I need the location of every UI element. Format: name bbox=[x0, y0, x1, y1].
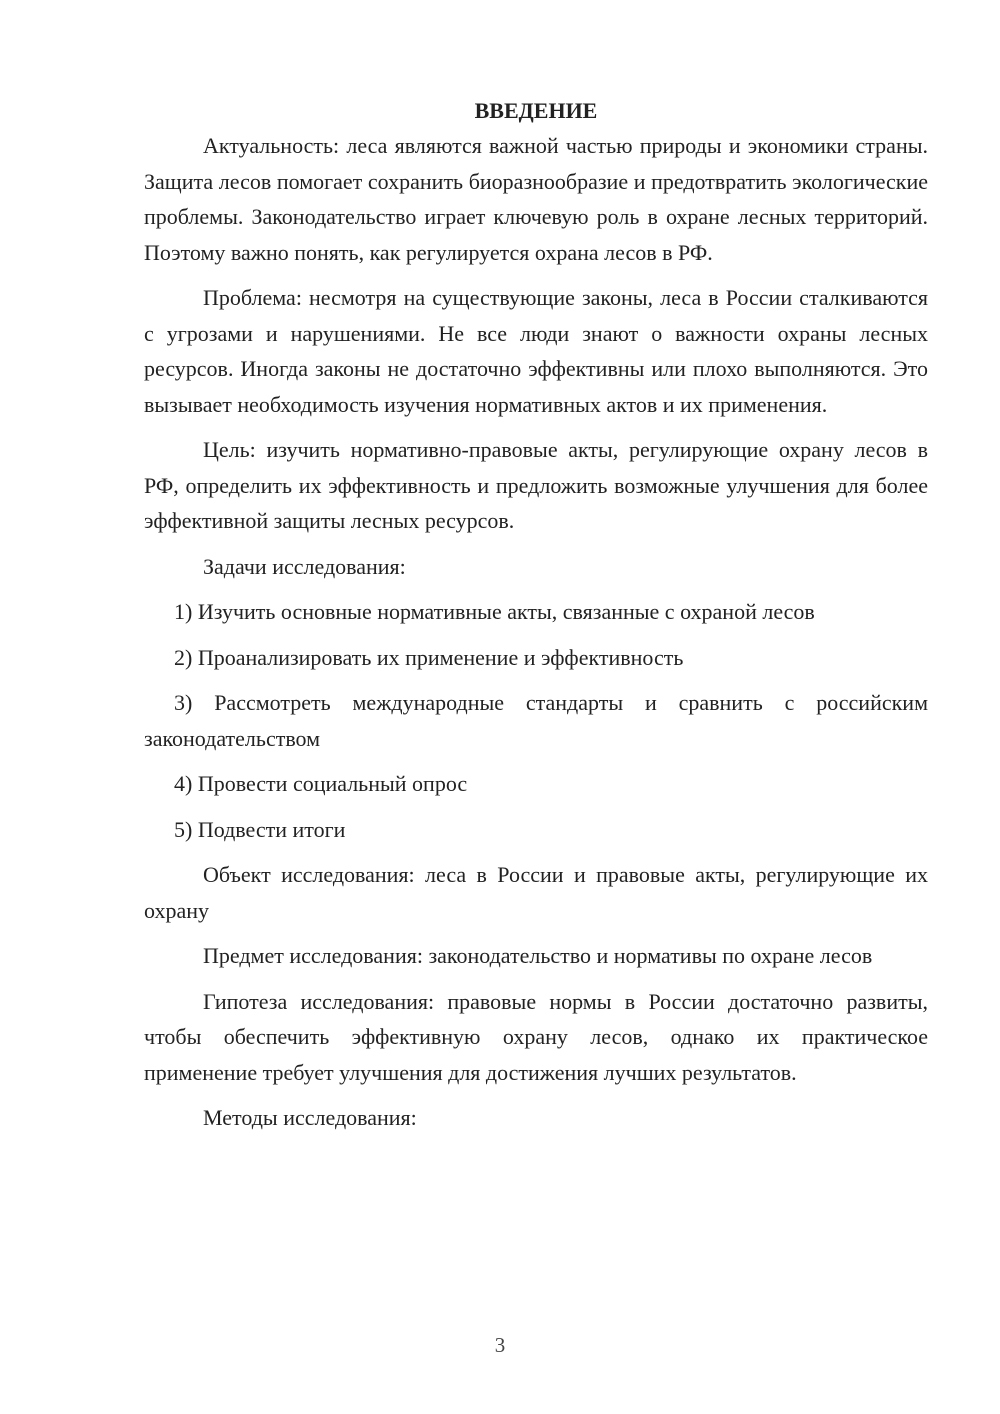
goal-paragraph: Цель: изучить нормативно-правовые акты, регулирующие охрану лесов в РФ, определить их эффективность и предложить возможные улучшения для более эффективной защиты лесных ресурсов. bbox=[144, 437, 928, 533]
section-title: ВВЕДЕНИЕ bbox=[474, 98, 598, 123]
subject-paragraph: Предмет исследования: законодательство и нормативы по охране лесов bbox=[203, 943, 873, 968]
page-number: 3 bbox=[494, 1333, 506, 1357]
tasks-heading: Задачи исследования: bbox=[203, 553, 406, 579]
methods-heading: Методы исследования: bbox=[203, 1105, 417, 1130]
document-page bbox=[144, 93, 928, 1146]
task-item-3: 3) Рассмотреть международные стандарты и сравнить с российским законодательством bbox=[144, 690, 928, 751]
task-item-4: 4) Провести социальный опрос bbox=[174, 771, 468, 796]
relevance-paragraph: Актуальность: леса являются важной частью природы и экономики страны. Защита лесов помогает сохранить биоразнообразие и предотвратить экологические проблемы. Законодательство играет ключевую роль в охране лесных территорий. Поэтому важно понять, как регулируется охрана лесов в РФ. bbox=[144, 133, 928, 265]
object-paragraph: Объект исследования: леса в России и правовые акты, регулирующие их охрану bbox=[144, 862, 928, 923]
task-item-2: 2) Проанализировать их применение и эффективность bbox=[174, 644, 684, 670]
task-item-1: 1) Изучить основные нормативные акты, связанные с охраной лесов bbox=[174, 599, 815, 624]
problem-paragraph: Проблема: несмотря на существующие законы, леса в России сталкиваются с угрозами и нарушениями. Не все люди знают о важности охраны лесных ресурсов. Иногда законы не достаточно эффективны или плохо выполняются. Это вызывает необходимость изучения нормативных актов и их применения. bbox=[144, 285, 928, 417]
hypothesis-paragraph: Гипотеза исследования: правовые нормы в России достаточно развиты, чтобы обеспечить эффективную охрану лесов, однако их практическое применение требует улучшения для достижения лучших результатов. bbox=[144, 988, 928, 1085]
task-item-5: 5) Подвести итоги bbox=[174, 816, 346, 842]
